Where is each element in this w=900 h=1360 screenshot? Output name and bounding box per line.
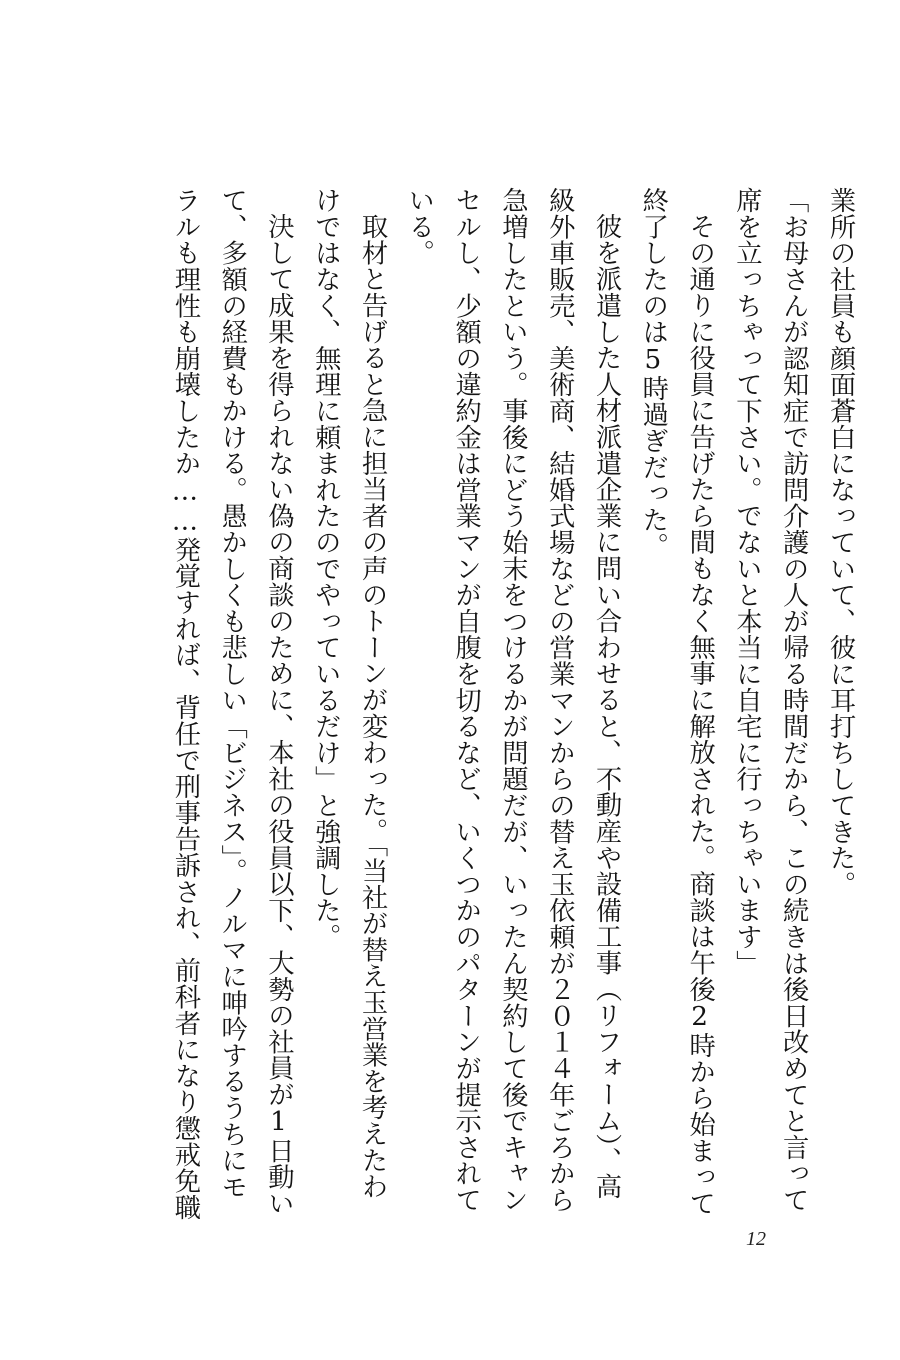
- text-line: 取材と告げると急に担当者の声のトーンが変わった。「当社が替え玉営業を考えたわ: [357, 213, 388, 1200]
- text-line: その通りに役員に告げたら間もなく無事に解放された。商談は午後2時から始まって: [684, 213, 715, 1217]
- text-line: 「お母さんが認知症で訪問介護の人が帰る時間だから、この続きは後日改めてと言って: [778, 187, 809, 1213]
- page-number: 12: [746, 1228, 766, 1250]
- text-line: 級外車販売、美術商、結婚式場などの営業マンからの替え玉依頼が２０１４年ごろから: [544, 187, 575, 1213]
- text-line: いる。: [403, 187, 434, 266]
- text-line: て、多額の経費もかける。愚かしくも悲しい「ビジネス」。ノルマに呻吟するうちにモ: [216, 187, 247, 1200]
- text-line: ラルも理性も崩壊したか……発覚すれば、背任で刑事告訴され、前科者になり懲戒免職: [169, 187, 200, 1221]
- text-line: 決して成果を得られない偽の商談のために、本社の役員以下、大勢の社員が1日動い: [263, 213, 294, 1217]
- text-line: 業所の社員も顔面蒼白になっていて、彼に耳打ちしてきた。: [825, 187, 855, 898]
- text-line: セルし、少額の違約金は営業マンが自腹を切るなど、いくつかのパターンが提示されて: [450, 187, 481, 1213]
- text-line: 急増したという。事後にどう始末をつけるかが問題だが、いったん契約して後でキャン: [497, 187, 528, 1213]
- text-line: 席を立っちゃって下さい。でないと本当に自宅に行っちゃいます」: [731, 187, 762, 976]
- text-line: けではなく、無理に頼まれたのでやっているだけ」と強調した。: [310, 187, 341, 950]
- text-line: 終了したのは5時過ぎだった。: [637, 187, 668, 559]
- text-line: 彼を派遣した人材派遣企業に問い合わせると、不動産や設備工事（リフォーム）、高: [591, 213, 622, 1200]
- body-text: [161, 187, 863, 1227]
